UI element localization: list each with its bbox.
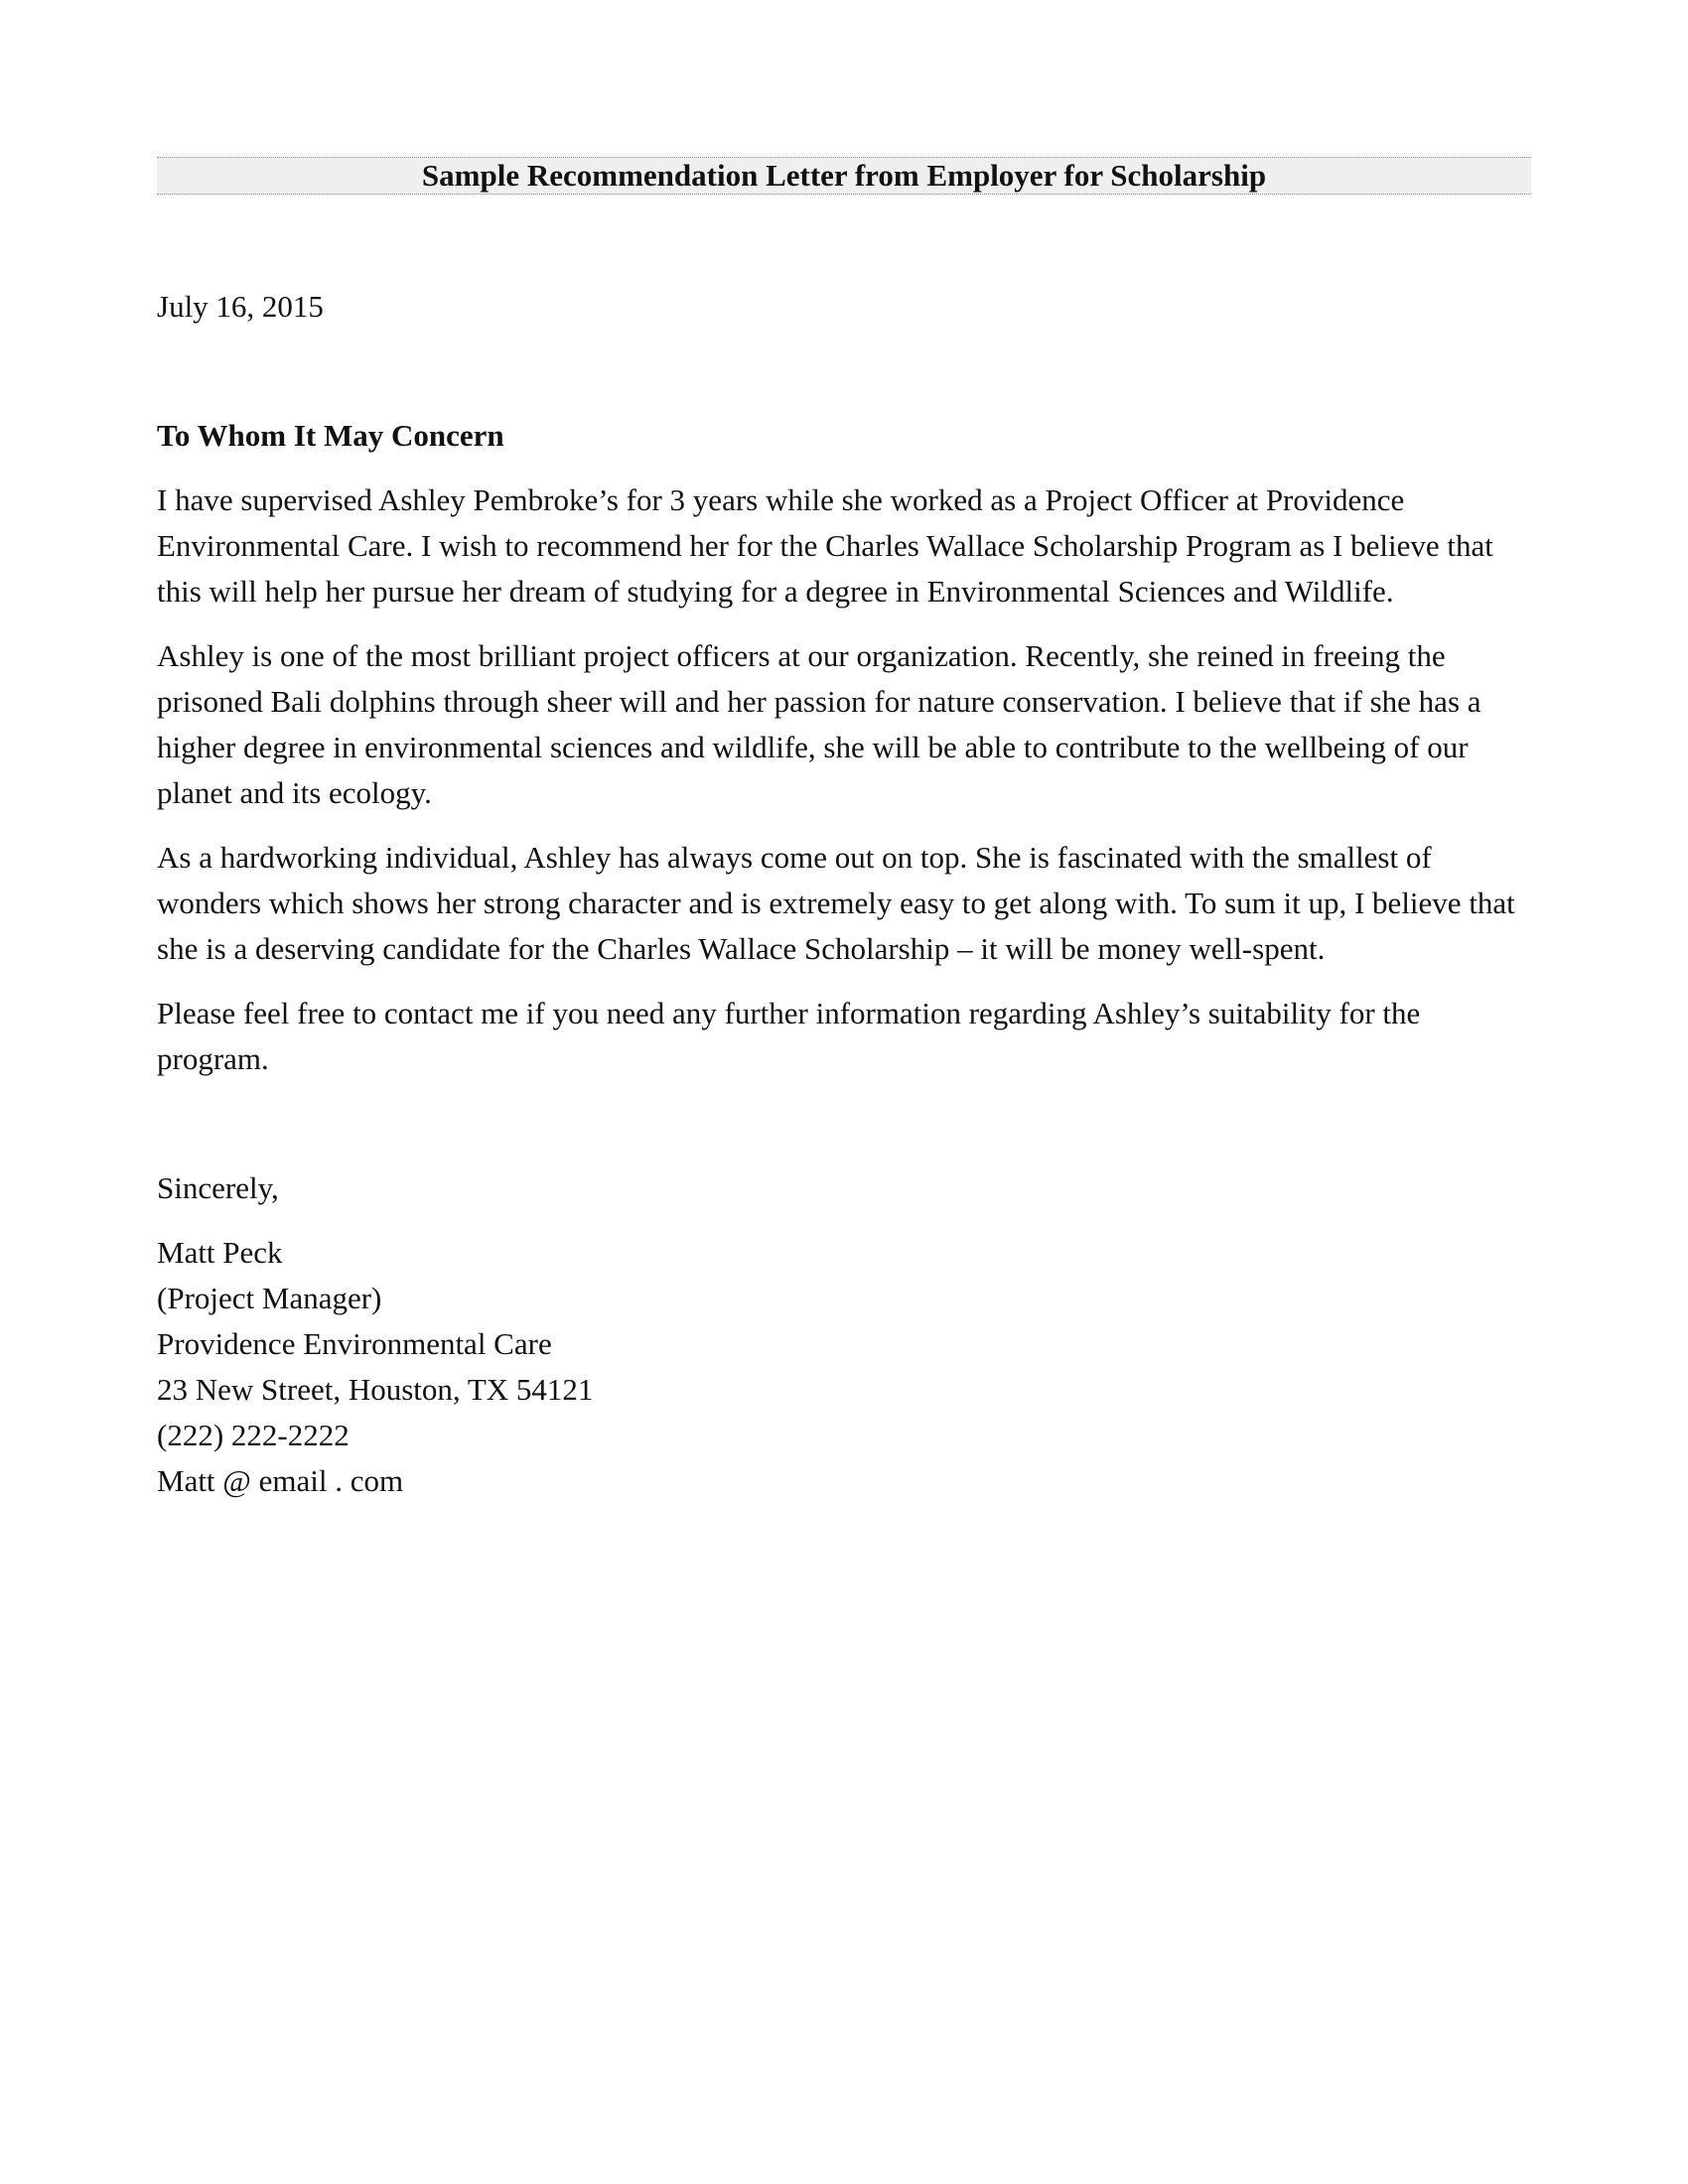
signer-name: Matt Peck — [157, 1235, 283, 1270]
closing: Sincerely, — [157, 1170, 279, 1205]
letter-date: July 16, 2015 — [157, 289, 324, 324]
body-paragraph-2: Ashley is one of the most brilliant project officers at our organization. Recently, she reined in freeing the prisoned Bali dolphins through sheer will and her passion for nature conservation. I believe that if she has a higher degree in environmental sciences and wildlife, she will be able to contribute to the wellbeing of our planet and its ecology. — [157, 638, 1481, 810]
body-paragraph-4: Please feel free to contact me if you need any further information regarding Ashley’s suitability for the program. — [157, 996, 1421, 1076]
body-paragraph-3: As a hardworking individual, Ashley has always come out on top. She is fascinated with the smallest of wonders which shows her strong character and is extremely easy to get along with. To sum it up, I believe that she is a deserving candidate for the Charles Wallace Scholarship – it will be money well-spent. — [157, 840, 1515, 966]
letter-page — [157, 157, 1531, 1504]
signer-address: 23 New Street, Houston, TX 54121 — [157, 1372, 594, 1407]
signature-block — [157, 1230, 1531, 1504]
salutation: To Whom It May Concern — [157, 418, 504, 453]
signer-role: (Project Manager) — [157, 1281, 382, 1315]
signer-email: Matt @ email . com — [157, 1463, 404, 1498]
body-paragraph-1: I have supervised Ashley Pembroke’s for 3 years while she worked as a Project Officer at Providence Environmental Care. I wish to recommend her for the Charles Wallace Scholarship Program as I believe that this will help her pursue her dream of studying for a degree in Environmental Sciences and Wildlife. — [157, 482, 1493, 609]
signer-phone: (222) 222-2222 — [157, 1418, 350, 1452]
signer-organization: Providence Environmental Care — [157, 1326, 552, 1361]
document-title: Sample Recommendation Letter from Employer for Scholarship — [157, 157, 1531, 195]
